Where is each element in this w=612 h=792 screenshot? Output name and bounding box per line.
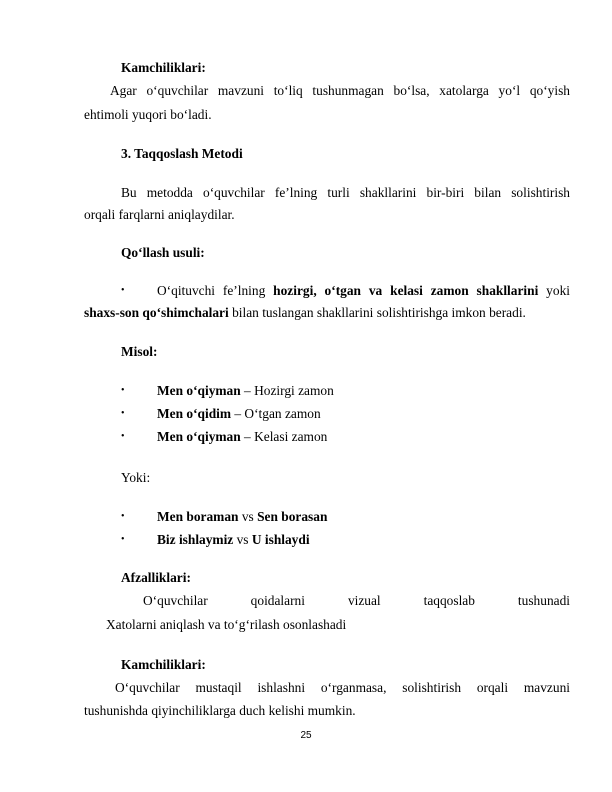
usage-bullet-line1 <box>157 280 570 302</box>
section-title: 3. Taqqoslash Metodi <box>121 146 243 161</box>
kamchiliklari2-line2: tushunishda qiyinchiliklarga duch kelishi mumkin. <box>84 703 356 718</box>
usage-line2 <box>84 302 570 324</box>
pair-vs: vs <box>233 532 252 547</box>
bullet-icon: • <box>121 285 125 296</box>
usage-line2-bold: shaxs-son qo‘shimchalari <box>84 305 229 320</box>
bullet-icon: • <box>121 431 125 442</box>
afzal-word: tushunadi <box>517 593 570 608</box>
kamchiliklari-heading: Kamchiliklari: <box>121 60 206 75</box>
kamchiliklari-text-line1: Agar o‘quvchilar mavzuni to‘liq tushunmagan bo‘lsa, xatolarga yo‘l qo‘yish <box>110 83 570 98</box>
page-number: 25 <box>300 730 312 741</box>
usage-text-pre: O‘qituvchi fe’lning <box>157 283 274 298</box>
usage-heading: Qo‘llash usuli: <box>121 245 205 260</box>
method-text-line2: orqali farqlarni aniqlaydilar. <box>84 207 235 222</box>
misol-heading: Misol: <box>121 344 158 359</box>
kamchiliklari-text-line2: ehtimoli yuqori bo‘ladi. <box>84 107 212 122</box>
usage-text-post: yoki <box>538 283 570 298</box>
afzal-word: taqqoslab <box>423 593 475 608</box>
pair-b: Sen borasan <box>257 509 328 524</box>
afzalliklari-line1 <box>143 590 570 612</box>
pair-b: U ishlaydi <box>251 532 310 547</box>
afzal-word: qoidalarni <box>250 593 305 608</box>
method-text-line1: Bu metodda o‘quvchilar fe’lning turli shakllarini bir-biri bilan solishtirish <box>121 185 570 200</box>
usage-text-bold: hozirgi, o‘tgan va kelasi zamon shakllarini <box>273 283 539 298</box>
yoki-label: Yoki: <box>121 470 151 485</box>
bullet-icon: • <box>121 534 125 545</box>
pair-a: Men boraman <box>157 509 239 524</box>
kamchiliklari2-heading: Kamchiliklari: <box>121 657 206 672</box>
pair-a: Biz ishlaymiz <box>157 532 234 547</box>
example-bold: Men o‘qidim <box>157 406 232 421</box>
afzal-word: vizual <box>347 593 381 608</box>
example-bold: Men o‘qiyman <box>157 383 241 398</box>
afzalliklari-heading: Afzalliklari: <box>121 570 191 585</box>
example-rest: – O‘tgan zamon <box>231 406 321 421</box>
usage-line2-rest: bilan tuslangan shakllarini solishtirishga imkon beradi. <box>228 305 526 320</box>
example-bold: Men o‘qiyman <box>157 429 241 444</box>
pair-vs: vs <box>238 509 258 524</box>
example-rest: – Kelasi zamon <box>240 429 328 444</box>
kamchiliklari2-line1: O‘quvchilar mustaqil ishlashni o‘rganmasa, solishtirish orqali mavzuni <box>115 680 570 695</box>
bullet-icon: • <box>121 408 125 419</box>
example-rest: – Hozirgi zamon <box>240 383 334 398</box>
afzal-word: O‘quvchilar <box>143 593 208 608</box>
afzalliklari-line2: Xatolarni aniqlash va to‘g‘rilash osonlashadi <box>106 617 347 632</box>
bullet-icon: • <box>121 385 125 396</box>
bullet-icon: • <box>121 511 125 522</box>
